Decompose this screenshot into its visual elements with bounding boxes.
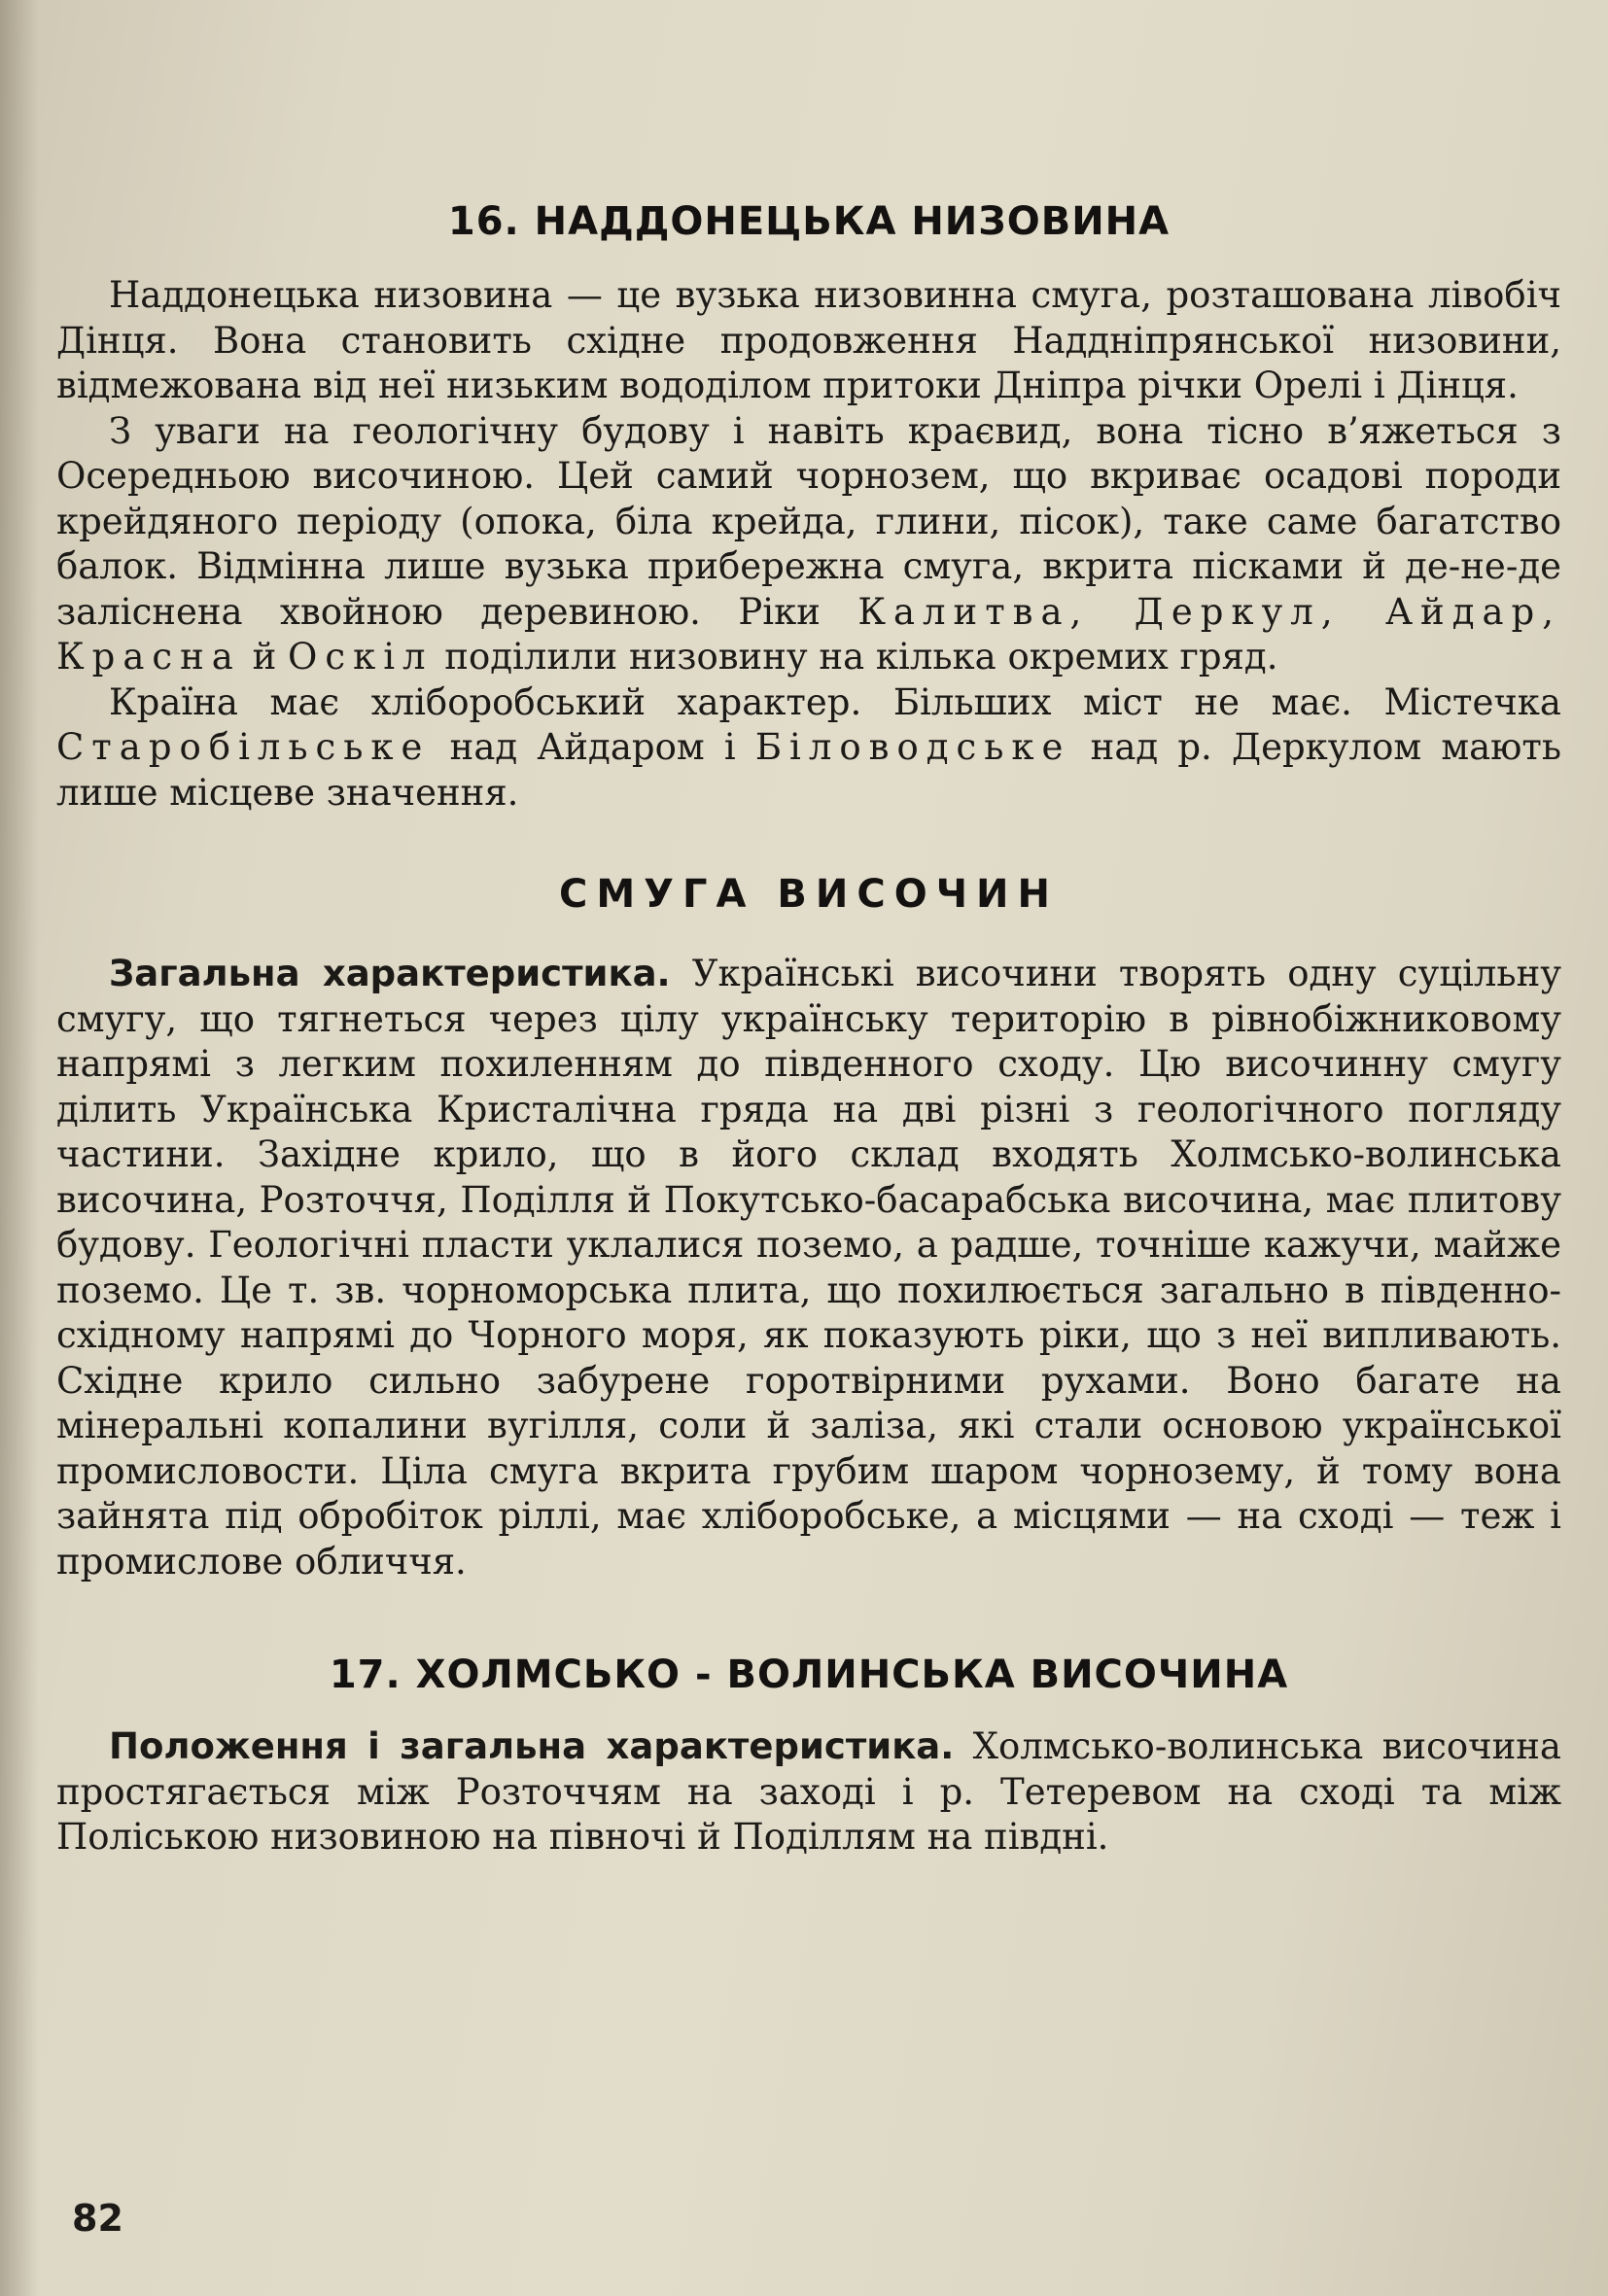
paragraph-text: Українські височини творять одну суцільну смугу, що тягнеться через цілу українську територію в рівнобіжниковому напрямі з легким похиленням до південного сходу. Цю височинну смугу ділить Українська Кристалічна гряда на дві різні з геологічного погляду частини. Західне крило, що в його склад входять Холмсько-волинська височина, Розточчя, Поділля й Покутсько-басарабська височина, має плитову будову. Геологічні пласти уклалися поземо, а радше, точніше кажучи, майже поземо. Це т. зв. чорноморська плита, що похилюється загально в південно-східному напрямі до Чорного моря, як показують ріки, що з неї випливають. Східне крило сильно забурене горотвірними рухами. Воно багате на мінеральні копалини вугілля, соли й заліза, які стали основою української промисловости. Ціла смуга вкрита грубим шаром чорнозему, й тому вона зайнята під обробіток ріллі, має хліборобське, а місцями — на сході — теж і промислове обличчя. (56, 953, 1562, 1583)
section-16-paragraph-2 (56, 409, 1561, 680)
town-name: Біловодське (754, 726, 1071, 768)
paragraph-text: Холмсько-волинська височина простягається між Розточчям на заході і р. Тетеревом на сході та між Поліською низовиною на півночі й Поділлям на півдні. (56, 1725, 1561, 1858)
paragraph-text: над р. Деркулом мають лише місцеве значення. (56, 726, 1561, 814)
paragraph-text: поділили низовину на кілька окремих гряд. (433, 636, 1278, 678)
heights-lead: Загальна характеристика. (109, 953, 671, 994)
paragraph-text: Країна має хліборобський характер. Більших міст не має. Містечка (109, 680, 1561, 723)
section-16-title: 16. НАДДОНЕЦЬКА НИЗОВИНА (447, 199, 1171, 244)
paragraph-text: й (240, 636, 289, 678)
paragraph-text: З уваги на геологічну будову і навіть краєвид, вона тісно в’яжеться з Осередньою височиною. Цей самий чорнозем, що вкриває осадові породи крейдяного періоду (опока, біла крейда, глини, пісок), таке саме багатство балок. Відмінна лише вузька прибережна смуга, вкрита пісками й де-не-де заліснена хвойною деревиною. Ріки (56, 409, 1561, 633)
river-name: Оскіл (288, 636, 434, 678)
page-number: 82 (72, 2197, 123, 2240)
section-17-lead: Положення і загальна характеристика. (109, 1725, 955, 1767)
section-16-paragraph-1: Наддонецька низовина — це вузька низовинна смуга, розташована лівобіч Дінця. Вона становить східне продовження Наддніпрянської низовини, відмежована від неї низьким вододілом притоки Дніпра річки Орелі і Дінця. (56, 274, 1561, 406)
river-names: Калитва, Деркул, Айдар, Красна (56, 590, 1561, 678)
town-name: Старобільське (56, 726, 431, 768)
section-17-title: 17. ХОЛМСЬКО - ВОЛИНСЬКА ВИСОЧИНА (329, 1652, 1289, 1697)
heights-title: СМУГА ВИСОЧИН (559, 872, 1059, 917)
heights-paragraph (56, 952, 1561, 1584)
section-16-paragraph-3 (56, 680, 1561, 817)
section-17-paragraph (56, 1724, 1561, 1861)
paragraph-text: над Айдаром і (430, 726, 755, 768)
